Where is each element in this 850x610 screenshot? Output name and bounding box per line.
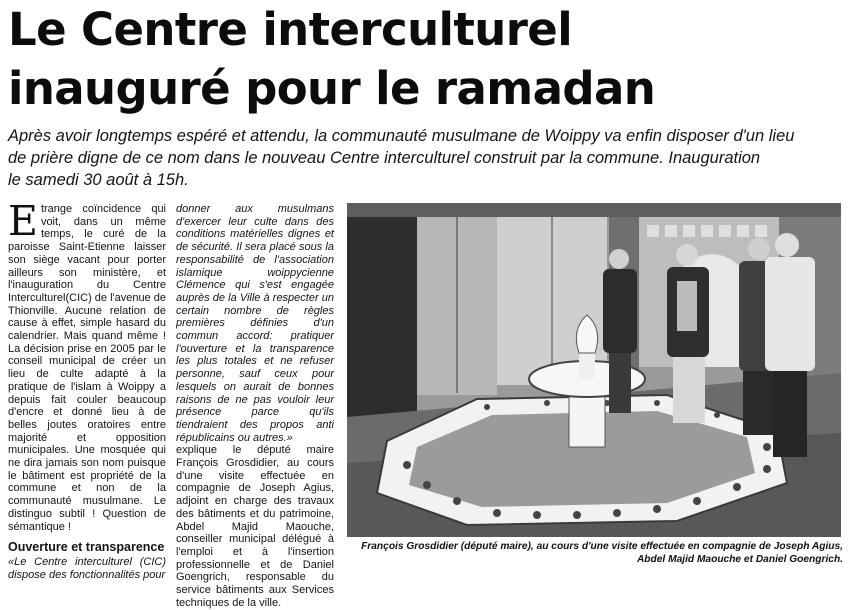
- caption-line-1: François Grosdidier (député maire), au cours d'une visite effectuée en compagnie de Joseph Agius,: [361, 541, 843, 552]
- article-column-2: [176, 203, 334, 609]
- standfirst-line-1: Après avoir longtemps espéré et attendu, la communauté musulmane de Woippy va enfin disposer d'un lieu: [8, 127, 795, 145]
- photo-caption: [347, 541, 843, 566]
- article-standfirst: [8, 125, 848, 191]
- quote-start: «Le Centre interculturel (CIC) dispose des fonctionnalités pour: [8, 556, 166, 581]
- photo-illustration: [347, 203, 841, 537]
- column1-text: trange coïncidence qui voit, dans un même temps, le curé de la paroisse Saint-Etienne laisser son siège vacant pour porter ailleurs son ministère, et l'inauguration du Centre Interculturel(CIC) de l'avenue de Thionville. Aucune relation de cause à effet, simple hasard du calendrier. Mais quand même ! La décision prise en 2005 par le conseil municipal de créer un lieu de culte adapté à la pratique de l'islam à Woippy a depuis fait couler beaucoup d'encre et donné lieu à de belles joutes oratoires entre majorité et opposition municipales. Une mosquée qui ne dira jamais son nom puisque le bâtiment est propriété de la commune et non de la communauté musulmane. Le distinguo subtil ! Question de sémantique !: [8, 203, 167, 533]
- standfirst-line-2: de prière digne de ce nom dans le nouveau Centre interculturel construit par la commune. Inauguration: [8, 149, 761, 167]
- article-headline: [8, 0, 843, 118]
- article-column-1: [8, 197, 167, 581]
- column1-paragraph: [8, 197, 167, 533]
- headline-line-1: Le Centre interculturel: [8, 3, 573, 56]
- headline-line-2: inauguré pour le ramadan: [8, 62, 656, 115]
- quote-continuation: donner aux musulmans d'exercer leur culte dans des conditions matérielles dignes et de sécurité. Il sera placé sous la responsabilité de l'association islamique woippycienne Clémence qui s'est engagée auprès de la Ville à respecter un certain nombre de règles premières définies d'un commun accord: pratiquer l'ouverture et la transparence les plus totales et ne refuser personne, sauf ceux pour lesquels on aurait de bonnes raisons de ne pas vouloir leur présence parce qu'ils tiendraient des propos anti républicains ou autres.»: [176, 203, 334, 444]
- standfirst-line-3: le samedi 30 août à 15h.: [8, 171, 189, 189]
- column2-text: explique le député maire François Grosdidier, au cours d'une visite effectuée en compagnie de Joseph Agius, adjoint en charge des travaux des bâtiments et du patrimoine, Abdel Majid Maouche, conseiller municipal délégué à l'emploi et à l'insertion professionnelle et de Daniel Goengrich, responsable du service bâtiments aux Services techniques de la ville.: [176, 444, 334, 609]
- drop-cap: E: [8, 197, 38, 245]
- caption-line-2: Abdel Majid Maouche et Daniel Goengrich.: [636, 553, 843, 565]
- section-subhead: Ouverture et transparence: [8, 540, 165, 555]
- article-photo: [347, 203, 841, 537]
